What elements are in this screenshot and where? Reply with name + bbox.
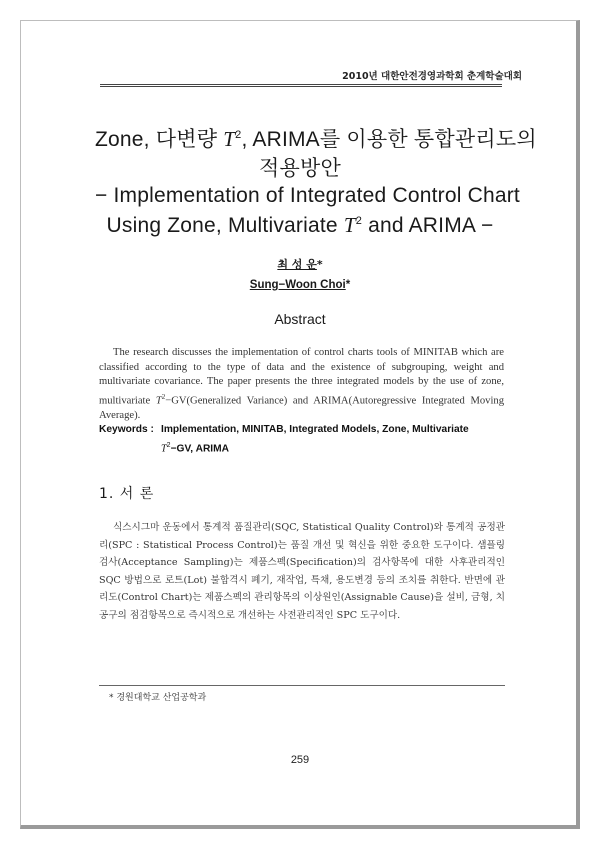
t-squared-exponent: 2 — [355, 215, 363, 227]
keywords-block — [99, 422, 504, 457]
introduction-paragraph: 식스시그마 운동에서 통계적 품질관리(SQC, Statistical Quality Control)와 통계적 공정관리(SPC : Statistical Process Control)는 품질 개선 및 혁신을 위한 중요한 도구이다. 샘플링 검사(Acceptance Sampling)는 제품스펙(Specification)의 검사항목에 대한 사후관리적인 SQC 방법으로 로트(Lot) 불합격시 폐기, 재작업, 특채, 용도변경 등의 조치를 취한다. 반면에 관리도(Control Chart)는 제품스펙의 관리항목의 이상원인(Assignable Cause)을 설비, 금형, 치공구의 점검항목으로 즉시적으로 개선하는 사전관리적인 SPC 도구이다. — [99, 522, 505, 621]
t-squared-exponent: 2 — [235, 129, 242, 141]
title-english-part1: Using Zone, Multivariate — [106, 214, 338, 237]
keywords-label: Keywords : — [99, 424, 154, 435]
t-squared-symbol: T — [223, 127, 236, 151]
author-affiliation-mark: * — [316, 258, 323, 271]
t-squared-symbol: T — [161, 443, 167, 455]
title-korean-part1: Zone, 다변량 — [95, 128, 218, 151]
title-english-line1: − Implementation of Integrated Control Chart — [95, 184, 520, 207]
t-squared-symbol: T — [343, 213, 356, 237]
abstract-heading: Abstract — [274, 311, 326, 327]
header-rule-top — [100, 84, 502, 85]
t-squared-symbol: T — [155, 395, 162, 407]
title-korean-part2: , ARIMA를 이용한 통합관리도의 — [241, 128, 537, 151]
conference-header: 2010년 대한안전경영과학회 춘계학술대회 — [342, 71, 522, 82]
title-korean-line2: 적용방안 — [259, 157, 341, 180]
footnote-rule — [99, 685, 505, 686]
footnote-affiliation: * 경원대학교 산업공학과 — [109, 693, 207, 703]
title-korean-line1 — [95, 123, 537, 153]
header-rule-bottom — [100, 86, 502, 87]
author-english-name: Sung−Woon Choi* — [249, 279, 351, 291]
title-english-part2: and ARIMA − — [368, 214, 494, 237]
title-english-line2 — [95, 213, 505, 238]
section-heading-introduction: 1. 서 론 — [99, 486, 155, 502]
author-korean-name: 최 성 운* — [277, 258, 323, 271]
abstract-text: The research discusses the implementation of control charts tools of MINITAB which are classified according to the type of data and the existence of subgrouping, weight and multivariate covariance. The paper presents the three integrated models by the use of zone, multivariate $T^2-GV(Generalized$ Variance) and ARIMA(Autoregressive Integrated Moving Average). — [99, 347, 504, 421]
page-number: 259 — [290, 754, 310, 766]
author-affiliation-mark: * — [345, 279, 351, 291]
keywords-values: Implementation, MINITAB, Integrated Models, Zone, Multivariate $T^2-GV$, ARIMA — [161, 424, 469, 455]
